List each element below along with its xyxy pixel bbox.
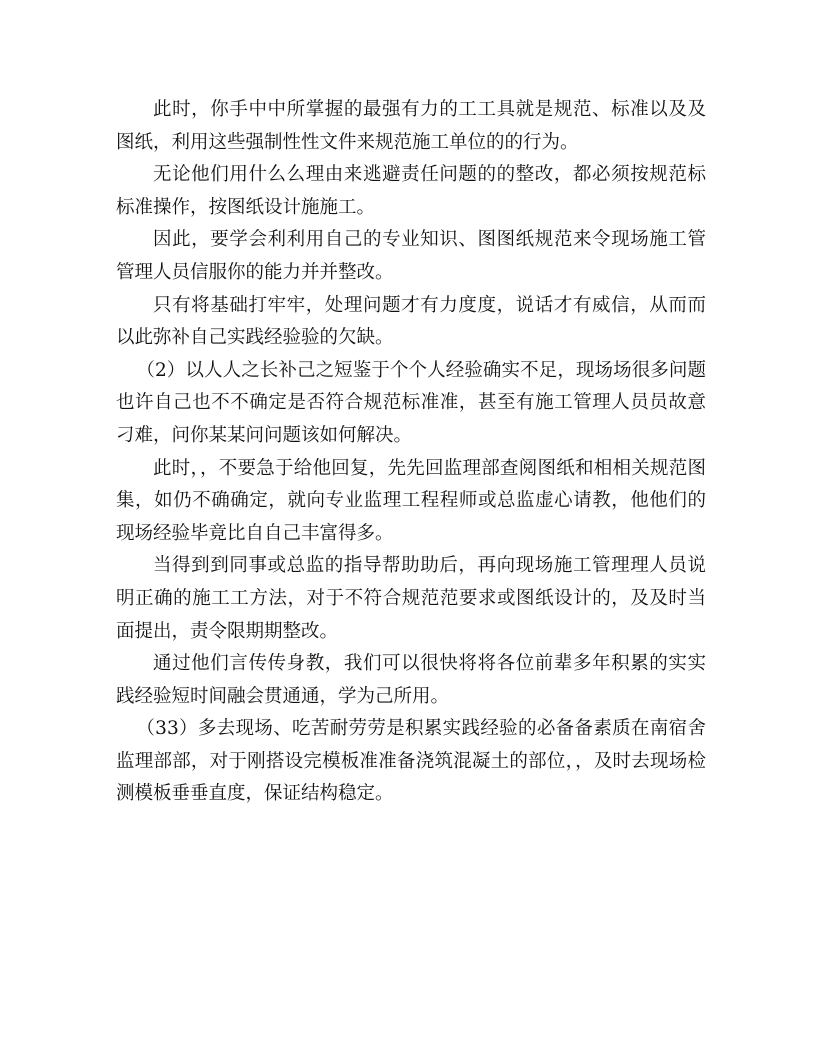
paragraph: 通过他们言传传身教，我们可以很快将将各位前辈多年积累的实实践经验短时间融会贯通通，学为己所用。: [116, 653, 706, 707]
paragraph: 因此，要学会利利用自己的专业知识、图图纸规范来令现场施工管管理人员信服你的能力并并整改。: [116, 229, 706, 283]
paragraph: 此时，你手中中所掌握的最强有力的工工具就是规范、标准以及及图纸，利用这些强制性性文件来规范施工单位的的行为。: [116, 99, 706, 153]
document-body: [116, 94, 706, 811]
paragraph: 只有将基础打牢牢，处理问题才有力度度，说话才有威信，从而而以此弥补自己实践经验验的欠缺。: [116, 294, 706, 349]
paragraph: 此时，，不要急于给他回复，先先回监理部查阅图纸和相相关规范图集，如仍不确确定，就向专业监理工程程师或总监虚心请教，他他们的现场经验毕竟比自自己丰富得多。: [116, 457, 706, 544]
paragraph: （2）以人人之长补己之短鉴于个个人经验确实不足，现场场很多问题也许自己也不不确定是否符合规范标准准，甚至有施工管理人员员故意刁难，问你某某问问题该如何解决。: [116, 359, 706, 446]
paragraph: （33）多去现场、吃苦耐劳劳是积累实践经验的必备备素质在南宿舍监理部部，对于刚搭设完模板准准备浇筑混凝土的部位，，及时去现场检测模板垂垂直度，保证结构稳定。: [116, 718, 706, 805]
paragraph: 无论他们用什么么理由来逃避责任问题的的整改，都必须按规范标标准操作，按图纸设计施施工。: [116, 164, 706, 218]
paragraph: 当得到到同事或总监的指导帮助助后，再向现场施工管理理人员说明正确的施工工方法，对于不符合规范范要求或图纸设计的，及及时当面提出，责令限期期整改。: [116, 555, 706, 642]
